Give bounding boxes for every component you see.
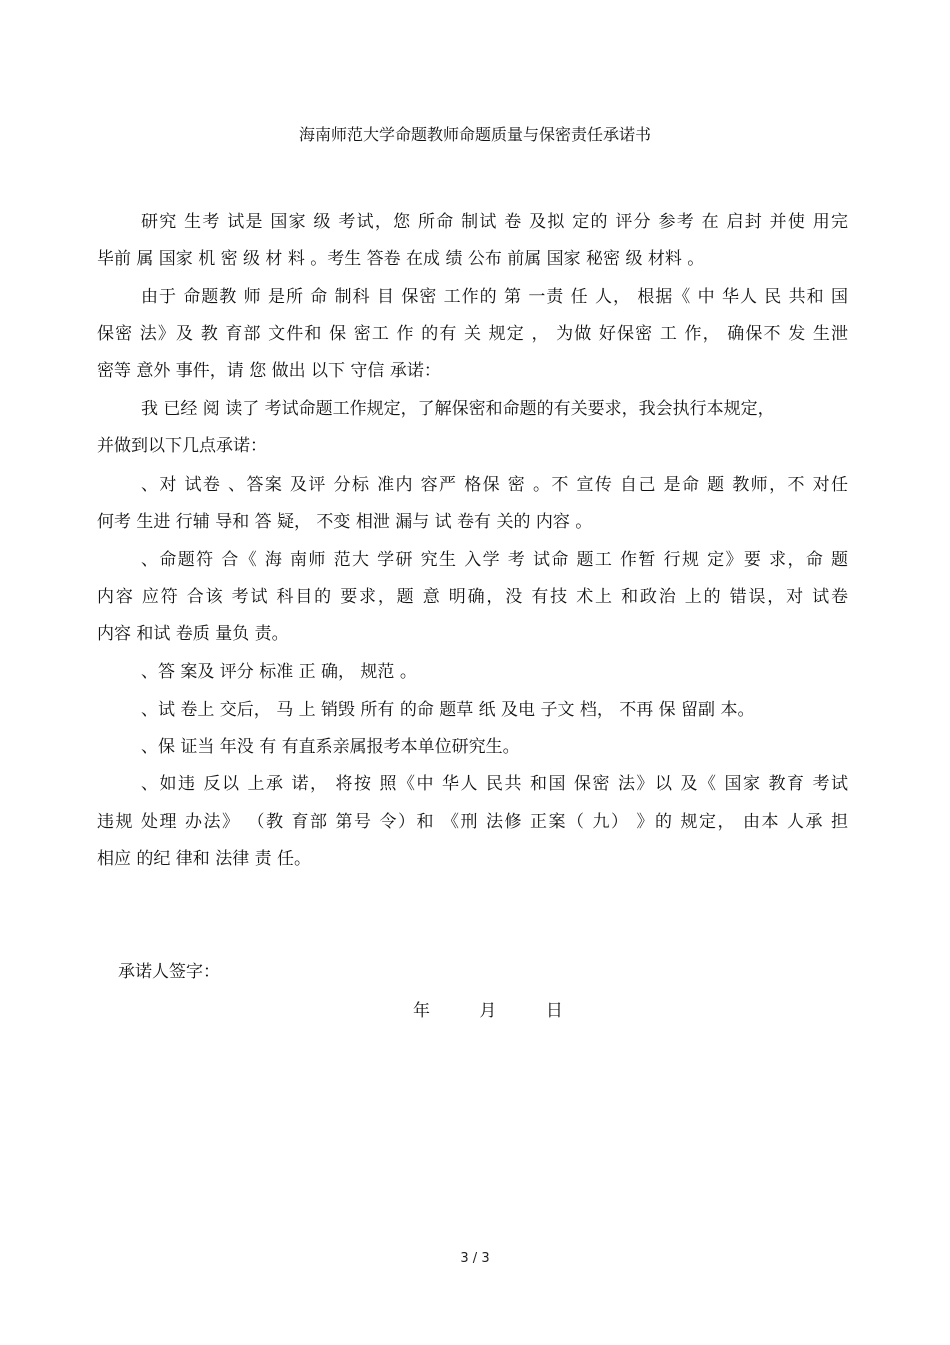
body-line: 何考 生进 行辅 导和 答 疑， 不变 相泄 漏与 试 卷有 关的 内容 。	[97, 512, 593, 532]
signature-label: 承诺人签字：	[118, 962, 220, 982]
body-line: 密等 意外 事件，请 您 做出 以下 守信 承诺：	[97, 361, 441, 381]
body-line: 、对 试卷 、答案 及评 分标 准内 容严 格保 密 。不 宣传 自己 是命 题 教师，不 对任	[141, 475, 848, 495]
body-line: 毕前 属 国家 机 密 级 材 料 。考生 答卷 在成 绩 公布 前属 国家 秘密 级 材料 。	[97, 249, 705, 269]
body-line: 内容 和试 卷质 量负 责。	[97, 624, 289, 644]
date-line	[413, 999, 563, 1023]
body-line: 违规 处理 办法》 （教 育部 第号 令）和 《刑 法修 正案（ 九） 》的 规定， 由本 人承 担	[97, 812, 848, 832]
body-line: 、命题符 合《 海 南师 范大 学研 究生 入学 考 试命 题工 作暂 行规 定》要 求，命 题	[141, 550, 848, 570]
page-number: 3 / 3	[460, 1251, 490, 1266]
body-line: 由于 命题教 师 是所 命 制科 目 保密 工作的 第 一责 任 人， 根据《 中 华人 民 共和 国	[141, 287, 848, 307]
document-title: 海南师范大学命题教师命题质量与保密责任承诺书	[298, 125, 651, 144]
body-line: 、保 证当 年没 有 有直系亲属报考本单位研究生。	[141, 737, 520, 757]
body-line: 、如违 反以 上承 诺， 将按 照《中 华人 民共 和国 保密 法》以 及《 国家 教育 考试	[141, 774, 848, 794]
body-line: 保密 法》及 教 育部 文件和 保 密工 作 的有 关 规定 ， 为做 好保密 工 作， 确保不 发 生泄	[97, 324, 848, 344]
body-line: 研究 生考 试是 国家 级 考试，您 所命 制试 卷 及拟 定的 评分 参考 在 启封 并使 用完	[141, 212, 848, 232]
date-day-label: 日	[545, 1001, 563, 1021]
body-line: 我 已经 阅 读了 考试命题工作规定，了解保密和命题的有关要求，我会执行本规定，	[141, 399, 775, 419]
body-line: 相应 的纪 律和 法律 责 任。	[97, 849, 312, 869]
date-month-label: 月	[479, 1001, 497, 1021]
date-year-label: 年	[413, 1001, 430, 1021]
body-line: 、试 卷上 交后， 马 上 销毁 所有 的命 题草 纸 及电 子文 档， 不再 保 留副 本。	[141, 700, 755, 720]
body-line: 内容 应符 合该 考试 科目的 要求，题 意 明确，没 有技 术上 和政治 上的 错误，对 试卷	[97, 587, 848, 607]
body-line: 、答 案及 评分 标准 正 确， 规范 。	[141, 662, 417, 682]
body-line: 并做到以下几点承诺：	[97, 436, 267, 456]
